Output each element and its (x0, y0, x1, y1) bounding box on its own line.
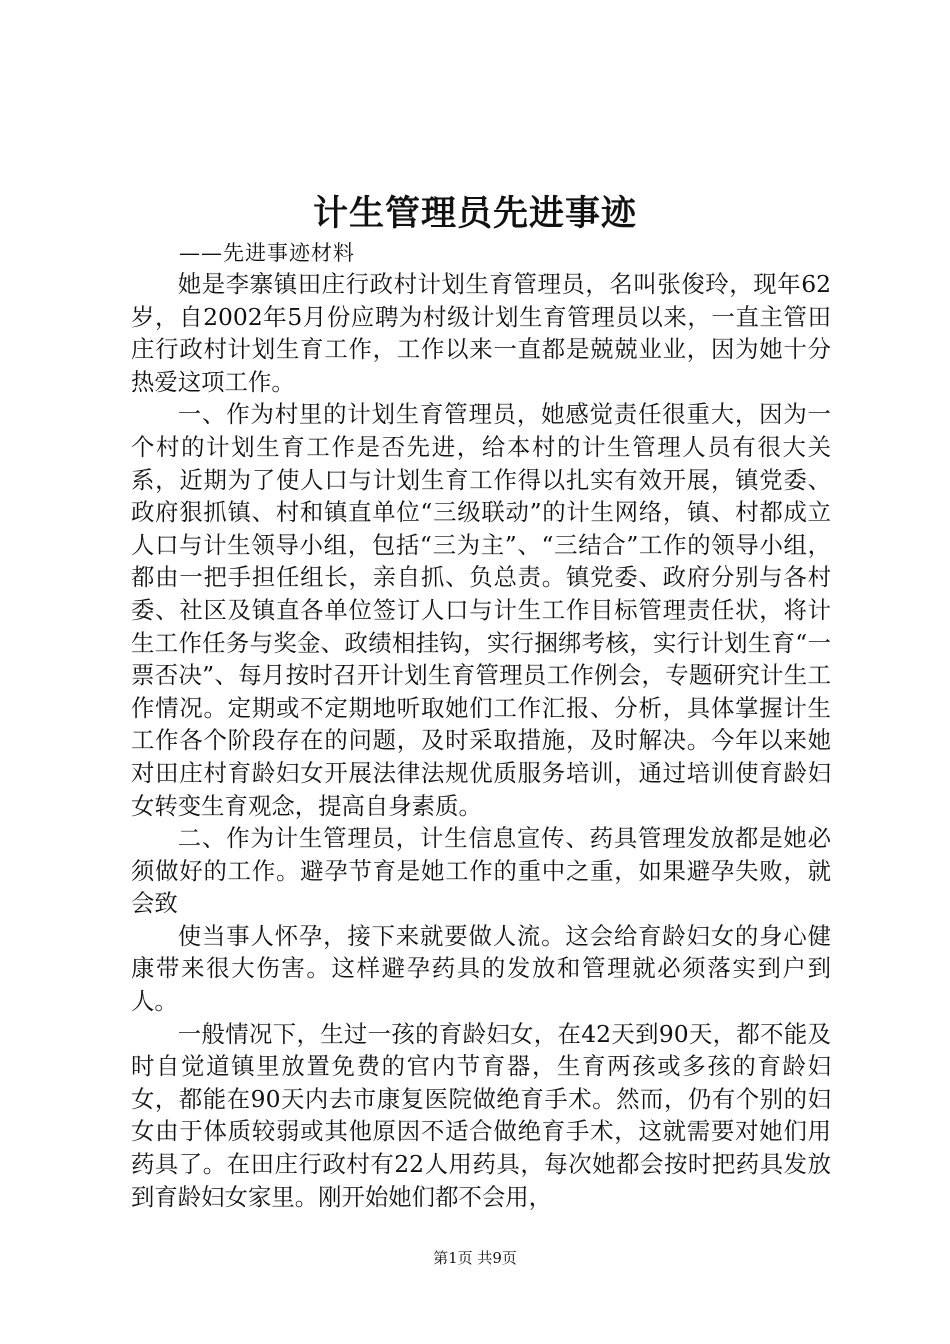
page-number: 第1页 共9页 (433, 1249, 517, 1267)
document-title: 计生管理员先进事迹 (312, 193, 637, 234)
document-body (131, 268, 831, 1213)
body-paragraph: 二、作为计生管理员，计生信息宣传、药具管理发放都是她必须做好的工作。避孕节育是她工作的重中之重，如果避孕失败，就会致 (131, 824, 831, 918)
body-paragraph: 她是李寨镇田庄行政村计划生育管理员，名叫张俊玲，现年62岁，自2002年5月份应聘为村级计划生育管理员以来，一直主管田庄行政村计划生育工作，工作以来一直都是兢兢业业，因为她十分热爱这项工作。 (131, 270, 831, 396)
body-paragraph: 使当事人怀孕，接下来就要做人流。这会给育龄妇女的身心健康带来很大伤害。这样避孕药具的发放和管理就必须落实到户到人。 (131, 921, 831, 1016)
body-paragraph: 一般情况下，生过一孩的育龄妇女，在42天到90天，都不能及时自觉道镇里放置免费的官内节育器，生育两孩或多孩的育龄妇女，都能在90天内去市康复医院做绝育手术。然而，仍有个别的妇女由于体质较弱或其他原因不适合做绝育手术，这就需要对她们用药具了。在田庄行政村有22人用药具，每次她都会按时把药具发放到育龄妇女家里。刚开始她们都不会用， (131, 1019, 831, 1211)
document-subtitle: ——先进事迹材料 (179, 241, 355, 265)
page-footer (0, 1247, 950, 1268)
body-paragraph: 一、作为村里的计划生育管理员，她感觉责任很重大，因为一个村的计划生育工作是否先进，给本村的计生管理人员有很大关系，近期为了使人口与计划生育工作得以扎实有效开展，镇党委、政府狠抓镇、村和镇直单位“三级联动”的计生网络，镇、村都成立人口与计生领导小组，包括“三为主”、“三结合”工作的领导小组，都由一把手担任组长，亲自抓、负总责。镇党委、政府分别与各村委、社区及镇直各单位签订人口与计生工作目标管理责任状，将计生工作任务与奖金、政绩相挂钩，实行捆绑考核，实行计划生育“一票否决”、每月按时召开计划生育管理员工作例会，专题研究计生工作情况。定期或不定期地听取她们工作汇报、分析，具体掌握计生工作各个阶段存在的问题，及时采取措施，及时解决。今年以来她对田庄村育龄妇女开展法律法规优质服务培训，通过培训使育龄妇女转变生育观念，提高自身素质。 (131, 400, 831, 820)
